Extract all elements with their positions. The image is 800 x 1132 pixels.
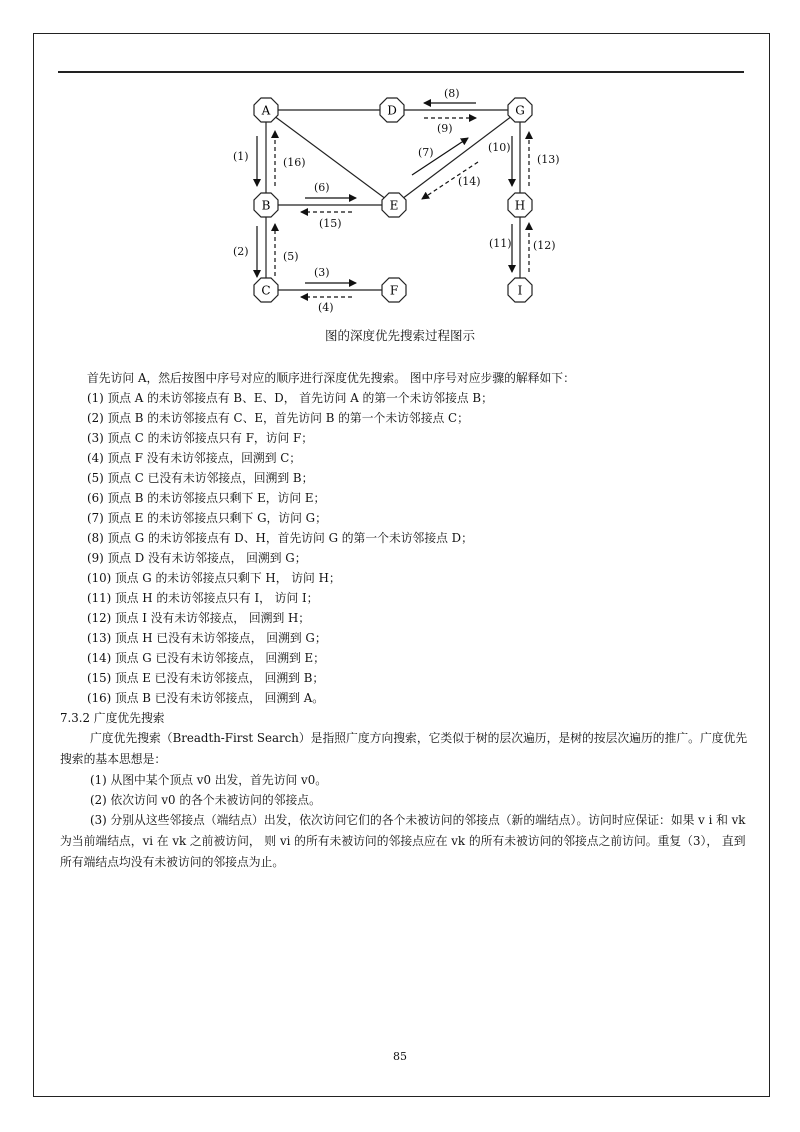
step-item: (16) 顶点 B 已没有未访邻接点， 回溯到 A。 — [87, 691, 325, 705]
step-item: (12) 顶点 I 没有未访邻接点， 回溯到 H； — [87, 611, 311, 625]
step-label: (4) — [318, 301, 334, 314]
step-label: (8) — [444, 87, 460, 100]
node-label: H — [514, 198, 526, 213]
step-label: (7) — [418, 146, 434, 159]
step-item: (8) 顶点 G 的未访邻接点有 D、H，首先访问 G 的第一个未访邻接点 D； — [87, 531, 473, 545]
node-c — [254, 278, 278, 302]
intro-paragraph: 首先访问 A，然后按图中序号对应的顺序进行深度优先搜索。 图中序号对应步骤的解释如下： — [87, 371, 575, 385]
step-label: (2) — [233, 245, 249, 258]
node-f — [382, 278, 406, 302]
step-label: (12) — [533, 239, 556, 252]
graph-nodes — [254, 98, 532, 302]
step-label: (11) — [489, 237, 512, 250]
bfs-step-item: (2) 依次访问 v0 的各个未被访问的邻接点。 — [90, 793, 321, 807]
step-item: (4) 顶点 F 没有未访邻接点，回溯到 C； — [87, 451, 302, 465]
bfs-step-item: (1) 从图中某个顶点 v0 出发，首先访问 v0。 — [90, 773, 328, 787]
step-item: (9) 顶点 D 没有未访邻接点， 回溯到 G； — [87, 551, 307, 565]
step-item: (7) 顶点 E 的未访邻接点只剩下 G，访问 G； — [87, 511, 327, 525]
step-item: (3) 顶点 C 的未访邻接点只有 F，访问 F； — [87, 431, 314, 445]
step-label: (6) — [314, 181, 330, 194]
step-item: (5) 顶点 C 已没有未访邻接点，回溯到 B； — [87, 471, 314, 485]
step-item: (6) 顶点 B 的未访邻接点只剩下 E，访问 E； — [87, 491, 326, 505]
node-label: C — [261, 283, 271, 298]
document-body — [60, 368, 750, 873]
node-label: B — [261, 198, 271, 213]
node-label: F — [389, 283, 399, 298]
step-label: (1) — [233, 150, 249, 163]
node-label: E — [389, 198, 399, 213]
node-h — [508, 193, 532, 217]
node-label: A — [261, 103, 271, 118]
node-g — [508, 98, 532, 122]
edge-e-g — [394, 110, 520, 205]
step-item: (10) 顶点 G 的未访邻接点只剩下 H， 访问 H； — [87, 571, 341, 585]
node-label: I — [517, 283, 523, 298]
step-label: (16) — [283, 156, 306, 169]
step-label: (14) — [458, 175, 481, 188]
step-item: (1) 顶点 A 的未访邻接点有 B、E、D， 首先访问 A 的第一个未访邻接点 B； — [87, 391, 493, 405]
step-label: (9) — [437, 122, 453, 135]
bfs-intro-paragraph: 广度优先搜索（Breadth-First Search）是指照广度方向搜索，它类似于树的层次遍历，是树的按层次遍历的推广。广度优先搜索的基本思想是： — [60, 731, 748, 766]
figure-caption: 图的深度优先搜索过程图示 — [324, 328, 475, 343]
step-label: (5) — [283, 250, 299, 263]
step-item: (11) 顶点 H 的未访邻接点只有 I， 访问 I； — [87, 591, 319, 605]
step-item: (13) 顶点 H 已没有未访邻接点， 回溯到 G； — [87, 631, 327, 645]
node-e — [382, 193, 406, 217]
node-label: D — [387, 103, 397, 118]
step-item: (14) 顶点 G 已没有未访邻接点， 回溯到 E； — [87, 651, 325, 665]
section-heading: 7.3.2 广度优先搜索 — [60, 711, 165, 725]
page-number: 85 — [393, 1050, 407, 1063]
node-b — [254, 193, 278, 217]
node-i — [508, 278, 532, 302]
step-label: (13) — [537, 153, 560, 166]
step-label: (10) — [488, 141, 511, 154]
node-label: G — [515, 103, 525, 118]
step-item: (2) 顶点 B 的未访邻接点有 C、E，首先访问 B 的第一个未访邻接点 C； — [87, 411, 469, 425]
step-label: (15) — [319, 217, 342, 230]
step-item: (15) 顶点 E 已没有未访邻接点， 回溯到 B； — [87, 671, 325, 685]
step-label: (3) — [314, 266, 330, 279]
bfs-step-item: (3) 分别从这些邻接点（端结点）出发，依次访问它们的各个未被访问的邻接点（新的端结点）。访问时应保证：如果 v i 和 vk 为当前端结点，vi 在 vk 之前被访问， 则 vi 的所有未被访问的邻接点应在 vk 的所有未被访问的邻接点之前访问。重复（3）， 直到所有端结点均没有未被访问的邻接点为止。 — [60, 813, 746, 869]
node-d — [380, 98, 404, 122]
node-a — [254, 98, 278, 122]
dfs-graph-figure — [0, 0, 800, 330]
